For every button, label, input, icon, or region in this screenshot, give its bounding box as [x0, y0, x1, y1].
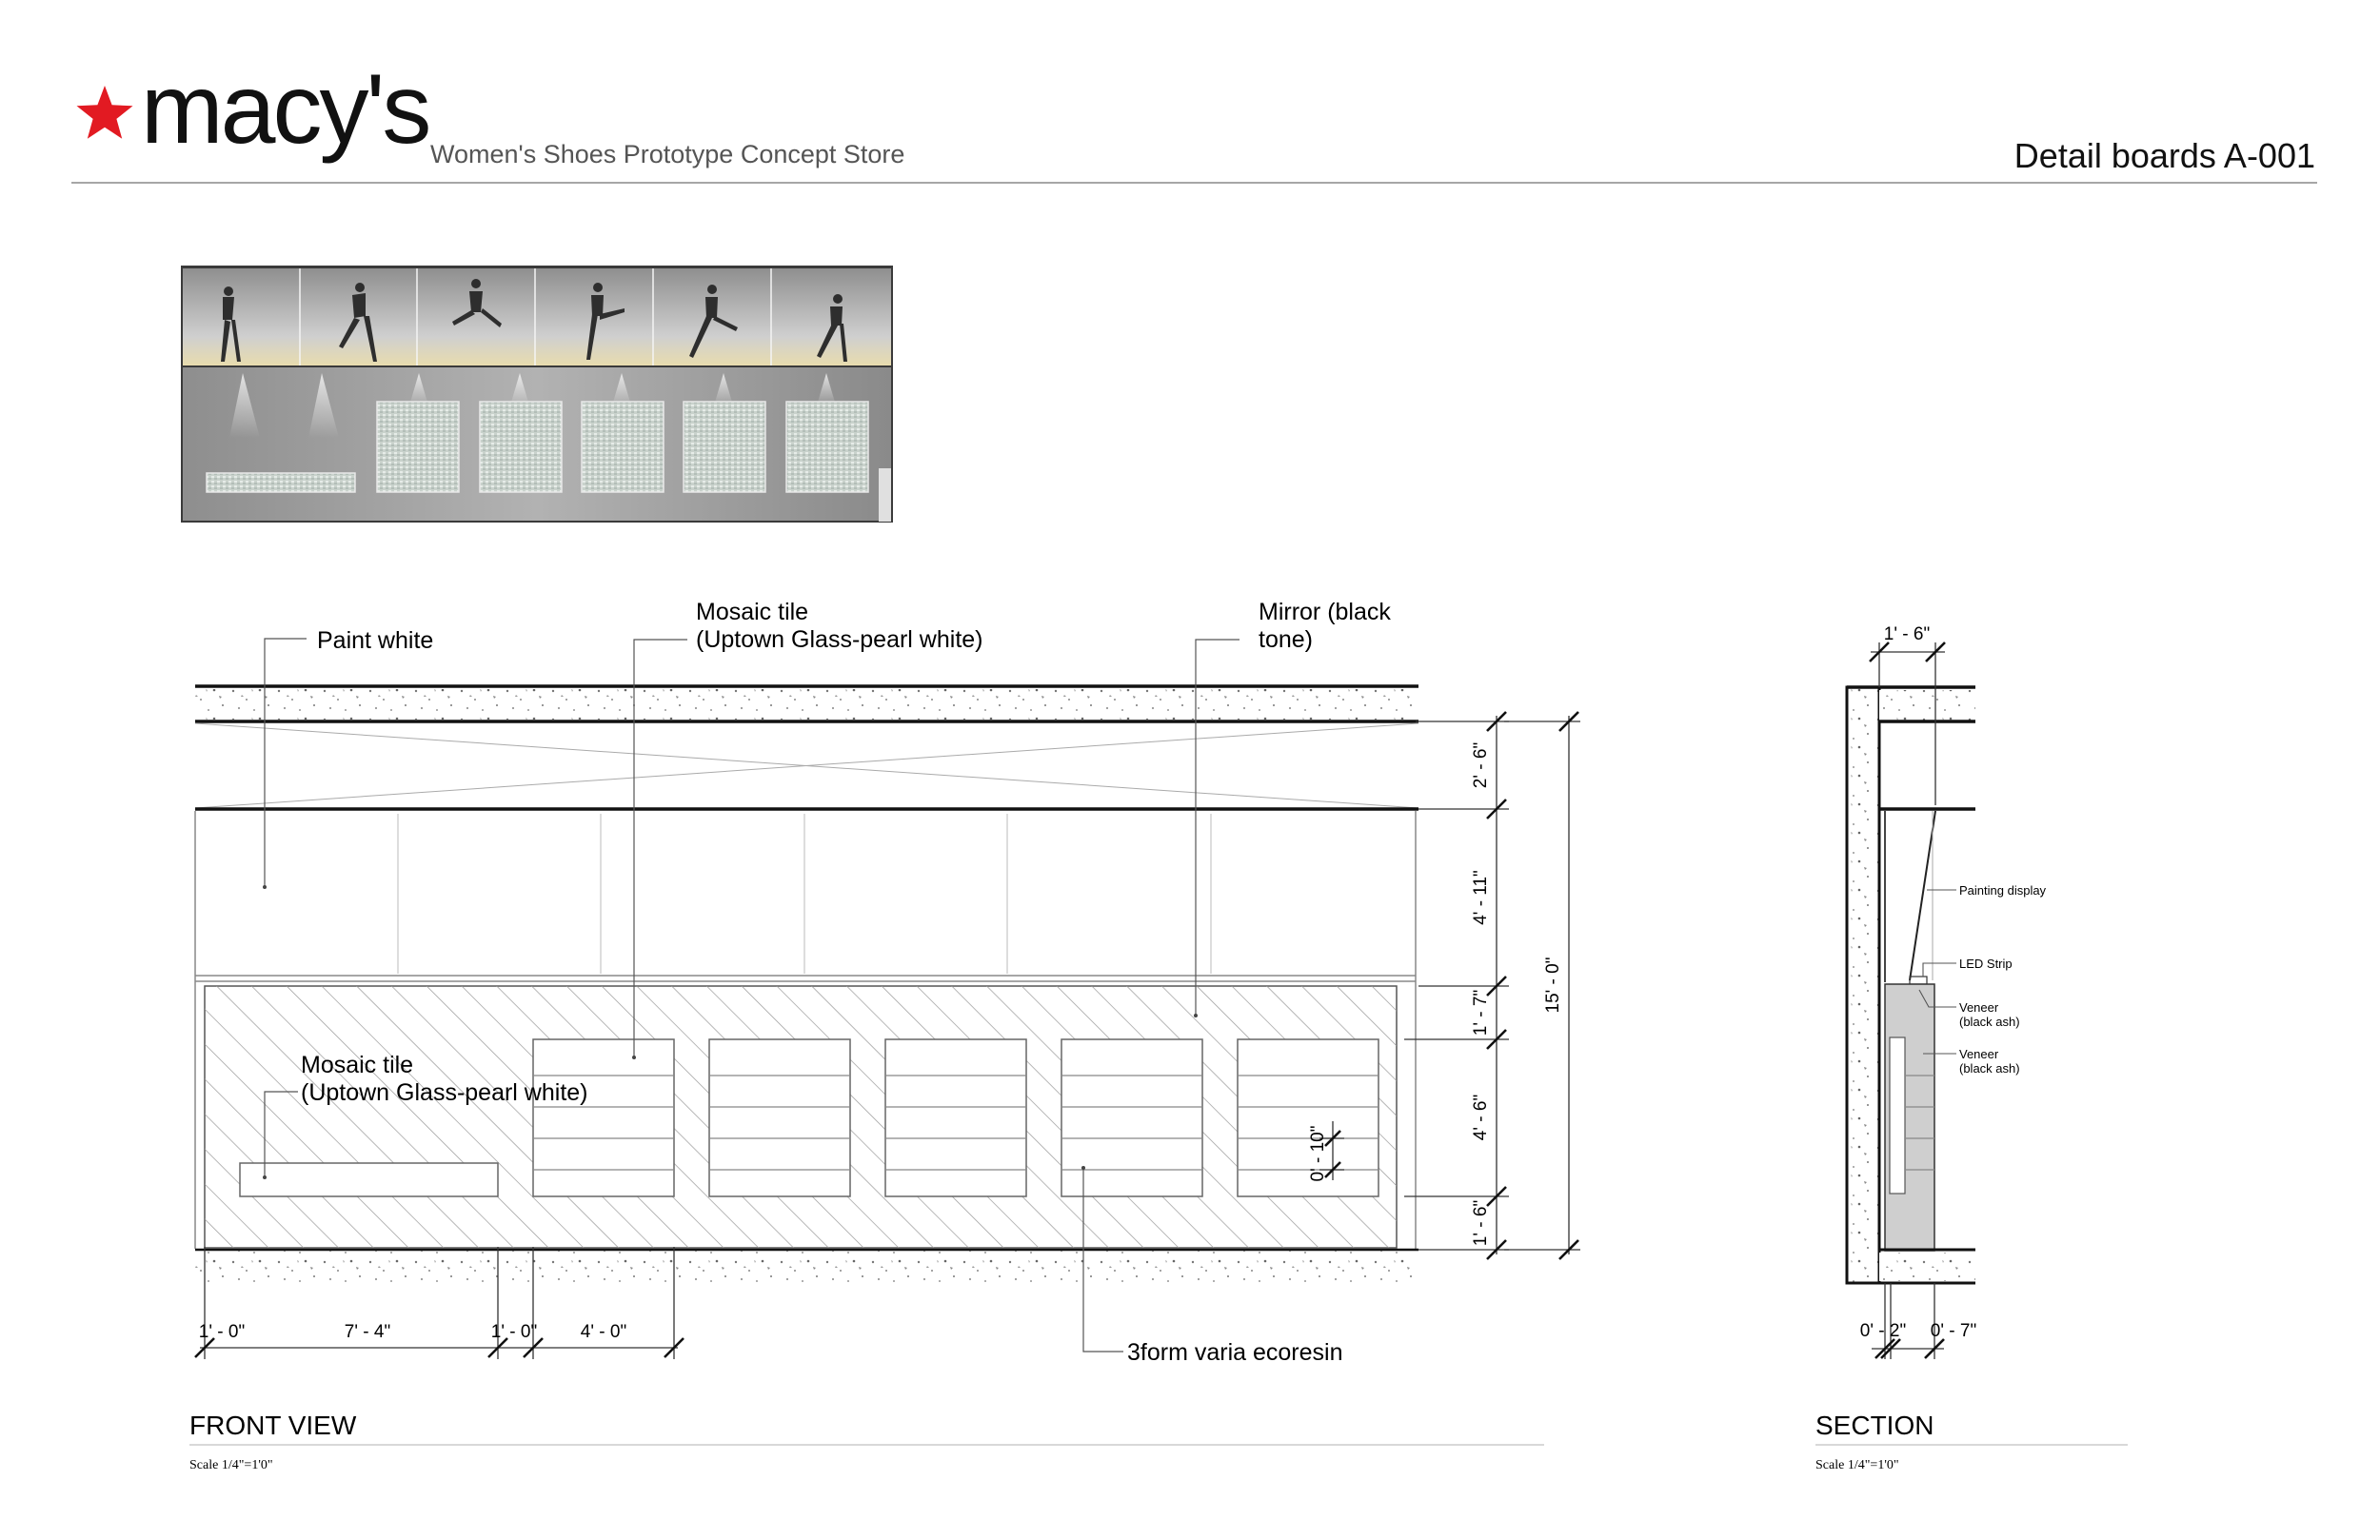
- store-rendering: [181, 266, 893, 523]
- label-veneer-1-spec: (black ash): [1959, 1015, 2020, 1029]
- dim-section-0-2: 0' - 2": [1859, 1321, 1907, 1341]
- dim-4-11: 4' - 11": [1471, 870, 1491, 925]
- front-view-elevation: [189, 599, 1580, 1472]
- dim-4-0: 4' - 0": [580, 1322, 627, 1342]
- dim-1-0-b: 1' - 0": [490, 1322, 538, 1342]
- dim-section-0-7: 0' - 7": [1930, 1321, 1977, 1341]
- front-view-scale: Scale 1/4"=1'0": [189, 1458, 273, 1472]
- dim-2-6: 2' - 6": [1471, 741, 1491, 789]
- label-mirror-tone: tone): [1259, 626, 1313, 653]
- dim-section-1-6: 1' - 6": [1883, 624, 1931, 644]
- label-veneer-2-spec: (black ash): [1959, 1061, 2020, 1076]
- label-mosaic-tile-top: Mosaic tile: [696, 599, 809, 625]
- label-led-strip: LED Strip: [1959, 957, 2013, 971]
- front-view-title: FRONT VIEW: [189, 1411, 357, 1440]
- dim-1-0-a: 1' - 0": [198, 1322, 246, 1342]
- dim-7-4: 7' - 4": [344, 1322, 391, 1342]
- subtitle: Women's Shoes Prototype Concept Store: [430, 140, 905, 168]
- label-ecoresin: 3form varia ecoresin: [1127, 1339, 1343, 1366]
- label-veneer-1: Veneer: [1959, 1000, 1999, 1015]
- sheet-title: Detail boards A-001: [2013, 136, 2315, 175]
- dim-0-10: 0' - 10": [1308, 1125, 1328, 1182]
- label-paint-white: Paint white: [317, 627, 434, 654]
- section-title: SECTION: [1815, 1411, 1934, 1440]
- label-mosaic-tile-low-spec: (Uptown Glass-pearl white): [301, 1079, 588, 1106]
- dim-1-6: 1' - 6": [1471, 1199, 1491, 1247]
- dim-4-6: 4' - 6": [1471, 1094, 1491, 1141]
- macys-star-icon: [77, 86, 133, 139]
- dim-15-0: 15' - 0": [1543, 957, 1563, 1014]
- ecoresin-panels: [533, 1039, 1378, 1196]
- label-veneer-2: Veneer: [1959, 1047, 1999, 1061]
- label-mosaic-tile-low: Mosaic tile: [301, 1052, 414, 1078]
- header: [71, 54, 2317, 183]
- mosaic-bench-strip: [240, 1163, 498, 1196]
- section-detail: [1815, 624, 2128, 1472]
- label-mosaic-tile-top-spec: (Uptown Glass-pearl white): [696, 626, 983, 653]
- label-painting-display: Painting display: [1959, 883, 2047, 898]
- macys-logo: macy's: [141, 54, 429, 165]
- section-scale: Scale 1/4"=1'0": [1815, 1458, 1899, 1472]
- label-mirror: Mirror (black: [1259, 599, 1391, 625]
- dim-1-7: 1' - 7": [1471, 989, 1491, 1037]
